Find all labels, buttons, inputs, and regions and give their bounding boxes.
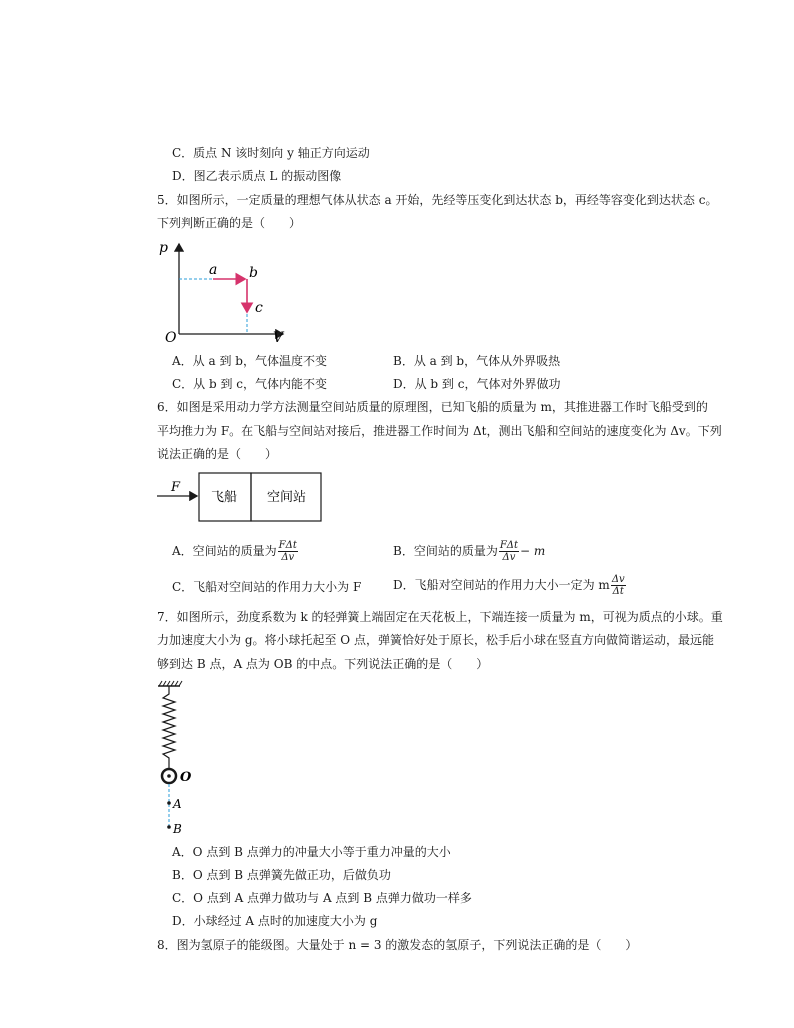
q6-option-b-num: FΔt [499,540,519,551]
q6-option-b-fraction [499,540,519,563]
q5-option-b: B．从 a 到 b，气体从外界吸热 [393,354,561,368]
q7-option-a: A．O 点到 B 点弹力的冲量大小等于重力冲量的大小 [172,845,451,859]
q5-option-c: C．从 b 到 c，气体内能不变 [172,377,328,391]
q5-stem-line1: 5．如图所示，一定质量的理想气体从状态 a 开始，先经等压变化到达状态 b，再经等容变化到达状态 c。 [157,193,718,207]
q6-option-b [393,538,545,564]
q7-label-A: A [173,797,182,811]
q7-point-A [167,801,171,805]
q6-stem-line2: 平均推力为 F。在飞船与空间站对接后，推进器工作时间为 Δt，测出飞船和空间站的速度变化为 Δv。下列 [157,424,722,438]
q6-option-a-den: Δv [281,552,295,563]
q5-option-d: D．从 b 到 c，气体对外界做功 [393,377,561,391]
q7-stem-line1: 7．如图所示，劲度系数为 k 的轻弹簧上端固定在天花板上，下端连接一质量为 m，可视为质点的小球。重 [157,610,723,624]
q6-option-a-text: A．空间站的质量为 [172,544,277,558]
q6-ship-label: 飞船 [211,490,238,505]
q7-stem-line2: 力加速度大小为 g。将小球托起至 O 点，弹簧恰好处于原长，松手后小球在竖直方向做简谐运动，最远能 [157,633,714,647]
q5-pv-diagram [155,236,295,346]
q7-spring-diagram [150,678,210,838]
q7-spring [163,686,175,768]
q6-option-c: C．飞船对空间站的作用力大小为 F [172,580,362,594]
q6-option-b-text: B．空间站的质量为 [393,544,498,558]
q7-option-c: C．O 点到 A 点弹力做功与 A 点到 B 点弹力做功一样多 [172,891,472,905]
q5-option-a: A．从 a 到 b，气体温度不变 [172,354,327,368]
q7-point-B [167,825,171,829]
q6-option-d-fraction [611,574,626,597]
q6-station-label: 空间站 [267,490,307,505]
q6-option-d-den: Δt [612,586,624,597]
q5-label-a: a [209,262,218,278]
q6-option-b-suffix: − m [520,544,546,558]
q7-option-d: D．小球经过 A 点时的加速度大小为 g [172,914,378,928]
q7-option-b: B．O 点到 B 点弹簧先做正功，后做负功 [172,868,391,882]
q4-option-d: D．图乙表示质点 L 的振动图像 [172,169,342,183]
q6-option-a-num: FΔt [278,540,297,551]
q7-stem-line3: 够到达 B 点，A 点为 OB 的中点。下列说法正确的是（ ） [157,657,489,671]
q5-label-b: b [249,265,258,281]
q6-stem-line1: 6．如图是采用动力学方法测量空间站质量的原理图，已知飞船的质量为 m，其推进器工作时飞船受到的 [157,400,708,414]
q7-label-B: B [173,822,182,836]
q6-docking-diagram [155,470,330,525]
q6-option-a-fraction [278,540,298,563]
q5-label-p: p [159,240,168,256]
q6-stem-line3: 说法正确的是（ ） [157,447,278,461]
q5-label-V: V [273,330,284,346]
q7-label-O: O [180,770,192,785]
q6-option-b-den: Δv [502,552,516,563]
q8-stem-line1: 8．图为氢原子的能级图。大量处于 n = 3 的激发态的氢原子，下列说法正确的是（ ） [157,938,638,952]
q5-label-c: c [255,300,263,316]
q6-label-F: F [171,480,181,495]
q7-ball-center [167,774,171,778]
q6-option-d [393,572,627,598]
q6-option-d-num: Δv [611,574,625,585]
q4-option-c: C．质点 N 该时刻向 y 轴正方向运动 [172,146,370,160]
q7-ceiling-hatch [159,681,182,686]
q5-stem-line2: 下列判断正确的是（ ） [157,216,302,230]
q5-label-O: O [165,330,177,346]
q6-option-a [172,538,299,564]
q6-option-d-text: D．飞船对空间站的作用力大小一定为 m [393,578,610,592]
